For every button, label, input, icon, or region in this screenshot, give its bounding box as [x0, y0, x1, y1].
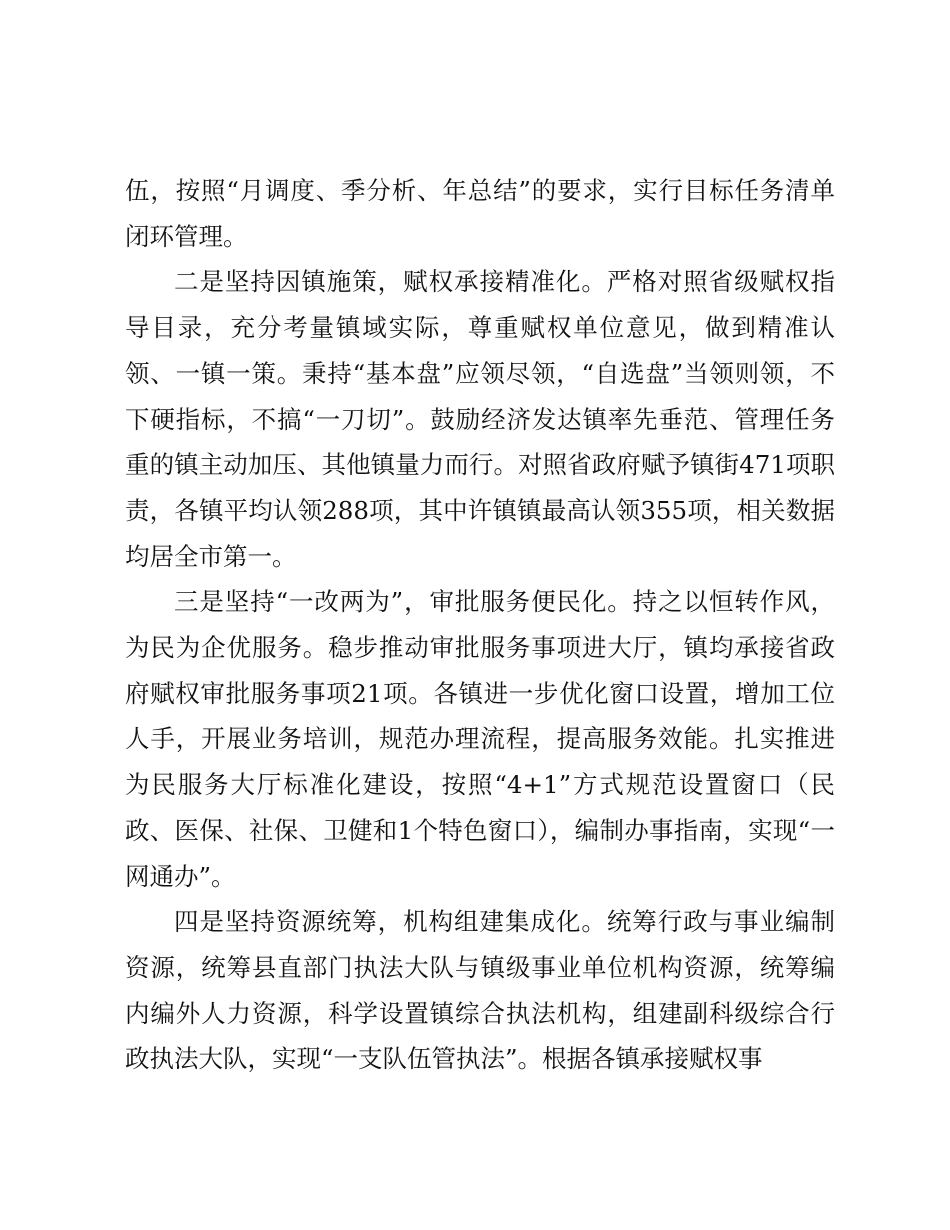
paragraph-continued: 伍，按照“月调度、季分析、年总结”的要求，实行目标任务清单闭环管理。 — [125, 176, 835, 251]
paragraph-approval-service: 三是坚持“一改两为”，审批服务便民化。持之以恒转作风，为民为企优服务。稳步推动审批服务事项进大厅，镇均承接省政府赋权审批服务事项21项。各镇进一步优化窗口设置，增加工位人手，开展业务培训，规范办理流程，提高服务效能。扎实推进为民服务大厅标准化建设，按照“4+1”方式规范设置窗口（民政、医保、社保、卫健和1个特色窗口），编制办事指南，实现“一网通办”。 — [125, 587, 835, 891]
paragraph-resource-integration: 四是坚持资源统筹，机构组建集成化。统筹行政与事业编制资源，统筹县直部门执法大队与镇级事业单位机构资源，统筹编内编外人力资源，科学设置镇综合执法机构，组建副科级综合行政执法大队，实现“一支队伍管执法”。根据各镇承接赋权事 — [125, 907, 835, 1074]
paragraph-town-policy: 二是坚持因镇施策，赋权承接精准化。严格对照省级赋权指导目录，充分考量镇域实际，尊重赋权单位意见，做到精准认领、一镇一策。秉持“基本盘”应领尽领，“自选盘”当领则领，不下硬指标，不搞“一刀切”。鼓励经济发达镇率先垂范、管理任务重的镇主动加压、其他镇量力而行。对照省政府赋予镇街471项职责，各镇平均认领288项，其中许镇镇最高认领355项，相关数据均居全市第一。 — [125, 267, 835, 571]
document-body — [125, 168, 835, 1082]
